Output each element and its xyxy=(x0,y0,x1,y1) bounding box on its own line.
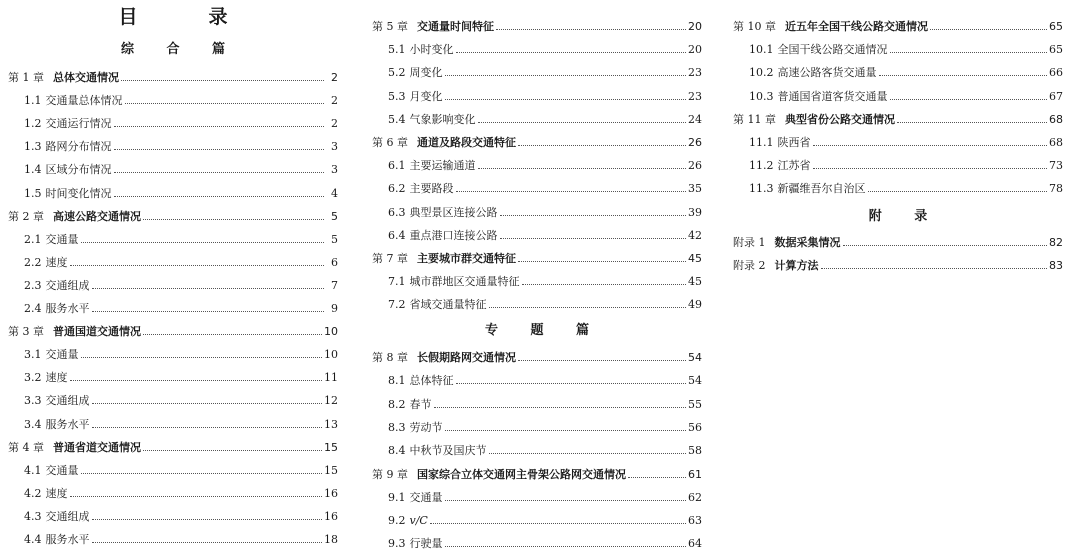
entry-number: 6.3 xyxy=(388,205,406,219)
entry-title: 区域分布情况 xyxy=(45,163,112,177)
entry-title: 交通量 xyxy=(409,490,443,504)
toc-section-entry[interactable] xyxy=(24,114,338,132)
toc-section-entry[interactable] xyxy=(388,511,702,529)
entry-number: 第 1 章 xyxy=(8,71,44,84)
entry-title: 总体交通情况 xyxy=(53,71,119,84)
entry-number: 1.5 xyxy=(24,186,42,200)
dot-leader xyxy=(445,534,687,547)
entry-page-number: 3 xyxy=(331,163,338,177)
dot-leader xyxy=(92,391,323,404)
entry-page-number: 65 xyxy=(1049,20,1063,33)
entry-number: 6.4 xyxy=(388,228,406,242)
dot-leader xyxy=(125,91,325,104)
entry-page-number: 26 xyxy=(688,136,702,149)
entry-number: 9.3 xyxy=(388,537,406,551)
dot-leader xyxy=(114,160,325,173)
dot-leader xyxy=(445,87,687,100)
entry-page-number: 23 xyxy=(688,89,702,103)
toc-section-entry[interactable] xyxy=(24,461,338,479)
dot-leader xyxy=(500,226,687,239)
entry-page-number: 82 xyxy=(1049,236,1063,249)
entry-number: 2.4 xyxy=(24,302,42,315)
entry-number: 5.4 xyxy=(388,112,406,126)
entry-title: 交通量 xyxy=(45,232,79,246)
entry-page-number: 18 xyxy=(324,533,338,546)
toc-section-entry[interactable] xyxy=(388,63,702,81)
entry-number: 6.2 xyxy=(388,182,406,196)
entry-title: 近五年全国干线公路交通情况 xyxy=(785,20,928,33)
entry-title: 路网分布情况 xyxy=(45,140,112,154)
entry-title: 速度 xyxy=(45,486,68,500)
toc-section-entry[interactable] xyxy=(24,507,338,525)
dot-leader xyxy=(92,299,325,312)
toc-section-entry[interactable] xyxy=(24,484,338,502)
entry-title: 省域交通量特征 xyxy=(409,298,487,312)
entry-page-number: 39 xyxy=(688,205,702,219)
entry-number: 11.1 xyxy=(749,136,774,149)
entry-page-number: 6 xyxy=(331,255,338,269)
toc-chapter-entry[interactable] xyxy=(8,322,338,340)
entry-title: 交通量时间特征 xyxy=(417,20,494,33)
entry-title: 月变化 xyxy=(409,89,443,103)
entry-number: 9.2 xyxy=(388,514,406,528)
dot-leader xyxy=(143,322,322,335)
toc-chapter-entry[interactable] xyxy=(8,68,338,86)
entry-number: 3.3 xyxy=(24,394,42,408)
entry-page-number: 65 xyxy=(1049,43,1063,57)
entry-title: v/C xyxy=(409,514,428,528)
entry-title: 时间变化情况 xyxy=(45,186,112,200)
entry-page-number: 11 xyxy=(324,371,338,385)
entry-page-number: 67 xyxy=(1049,89,1063,103)
dot-leader xyxy=(478,110,687,123)
toc-section-entry[interactable] xyxy=(388,441,702,459)
entry-title: 陕西省 xyxy=(777,136,811,149)
entry-number: 11.2 xyxy=(749,159,774,173)
entry-title: 长假期路网交通情况 xyxy=(417,351,516,364)
toc-section-entry[interactable] xyxy=(388,395,702,413)
entry-number: 6.1 xyxy=(388,159,406,173)
entry-page-number: 54 xyxy=(688,374,702,388)
toc-section-entry[interactable] xyxy=(24,415,338,433)
entry-title: 总体特征 xyxy=(409,374,454,388)
entry-title: 典型省份公路交通情况 xyxy=(785,112,895,126)
toc-chapter-entry[interactable] xyxy=(733,110,1063,128)
entry-number: 4.4 xyxy=(24,533,42,546)
dot-leader xyxy=(92,415,323,428)
entry-number: 11.3 xyxy=(749,182,774,196)
entry-title: 气象影响变化 xyxy=(409,112,476,126)
dot-leader xyxy=(70,253,325,266)
entry-number: 3.2 xyxy=(24,371,42,385)
toc-section-entry[interactable] xyxy=(749,156,1063,174)
toc-section-entry[interactable] xyxy=(388,295,702,313)
toc-title: 目 录 xyxy=(118,6,254,28)
dot-leader xyxy=(489,295,687,308)
entry-title: 交通量 xyxy=(45,463,79,477)
dot-leader xyxy=(496,17,686,30)
dot-leader xyxy=(81,461,323,474)
entry-number: 2.2 xyxy=(24,255,42,269)
entry-page-number: 10 xyxy=(324,325,338,339)
dot-leader xyxy=(879,63,1048,76)
entry-number: 8.1 xyxy=(388,374,406,388)
entry-number: 附录 2 xyxy=(733,259,766,273)
toc-section-entry[interactable] xyxy=(388,371,702,389)
dot-leader xyxy=(843,233,1048,246)
entry-page-number: 61 xyxy=(688,467,702,481)
entry-page-number: 2 xyxy=(331,117,338,131)
entry-page-number: 15 xyxy=(324,440,338,454)
entry-number: 第 3 章 xyxy=(8,325,44,339)
entry-title: 服务水平 xyxy=(45,417,90,431)
toc-section-entry[interactable] xyxy=(24,299,338,317)
entry-title: 中秋节及国庆节 xyxy=(409,444,487,458)
toc-chapter-entry[interactable] xyxy=(372,17,702,35)
entry-number: 第 10 章 xyxy=(733,20,776,33)
dot-leader xyxy=(114,114,325,127)
entry-page-number: 13 xyxy=(324,417,338,431)
section-heading-appendix: 附 录 xyxy=(868,209,942,224)
toc-section-entry[interactable] xyxy=(749,133,1063,151)
dot-leader xyxy=(434,395,687,408)
entry-page-number: 68 xyxy=(1049,136,1063,149)
dot-leader xyxy=(70,484,323,497)
toc-section-entry[interactable] xyxy=(24,391,338,409)
dot-leader xyxy=(813,133,1048,146)
entry-number: 1.4 xyxy=(24,163,42,177)
toc-section-entry[interactable] xyxy=(24,530,338,548)
entry-title: 城市群地区交通量特征 xyxy=(409,275,520,289)
dot-leader xyxy=(890,40,1048,53)
entry-number: 2.3 xyxy=(24,278,42,292)
entry-number: 8.2 xyxy=(388,397,406,411)
entry-page-number: 2 xyxy=(331,71,338,84)
dot-leader xyxy=(143,438,322,451)
entry-number: 3.4 xyxy=(24,417,42,431)
entry-number: 1.1 xyxy=(24,94,42,108)
toc-chapter-entry[interactable] xyxy=(733,256,1063,274)
entry-page-number: 10 xyxy=(324,348,338,362)
entry-page-number: 83 xyxy=(1049,259,1063,273)
entry-title: 周变化 xyxy=(409,66,443,80)
dot-leader xyxy=(92,276,325,289)
entry-title: 通道及路段交通特征 xyxy=(417,136,516,149)
entry-title: 速度 xyxy=(45,371,68,385)
dot-leader xyxy=(92,507,323,520)
dot-leader xyxy=(518,348,686,361)
entry-title: 交通量 xyxy=(45,348,79,362)
entry-number: 第 6 章 xyxy=(372,136,408,149)
entry-page-number: 3 xyxy=(331,140,338,154)
dot-leader xyxy=(121,68,324,81)
toc-section-entry[interactable] xyxy=(388,40,702,58)
dot-leader xyxy=(114,137,325,150)
entry-title: 服务水平 xyxy=(45,533,90,546)
entry-number: 第 11 章 xyxy=(733,112,776,126)
toc-chapter-entry[interactable] xyxy=(372,465,702,483)
dot-leader xyxy=(143,207,324,220)
dot-leader xyxy=(456,40,687,53)
entry-number: 5.1 xyxy=(388,43,406,57)
entry-page-number: 15 xyxy=(324,463,338,477)
section-heading-general: 综 合 篇 xyxy=(120,42,240,57)
dot-leader xyxy=(70,368,323,381)
dot-leader xyxy=(518,133,686,146)
entry-page-number: 73 xyxy=(1049,159,1063,173)
dot-leader xyxy=(456,179,687,192)
entry-number: 第 2 章 xyxy=(8,209,44,223)
dot-leader xyxy=(930,17,1047,30)
toc-section-entry[interactable] xyxy=(24,230,338,248)
entry-number: 10.2 xyxy=(749,66,774,80)
entry-page-number: 9 xyxy=(331,302,338,315)
dot-leader xyxy=(92,530,323,543)
entry-page-number: 35 xyxy=(688,182,702,196)
dot-leader xyxy=(456,371,687,384)
toc-section-entry[interactable] xyxy=(24,368,338,386)
dot-leader xyxy=(445,63,687,76)
toc-chapter-entry[interactable] xyxy=(8,438,338,456)
entry-page-number: 20 xyxy=(688,43,702,57)
toc-section-entry[interactable] xyxy=(388,203,702,221)
toc-chapter-entry[interactable] xyxy=(8,207,338,225)
entry-number: 7.1 xyxy=(388,275,406,289)
entry-page-number: 5 xyxy=(331,232,338,246)
entry-number: 10.1 xyxy=(749,43,774,57)
dot-leader xyxy=(445,418,687,431)
toc-section-entry[interactable] xyxy=(388,418,702,436)
entry-title: 重点港口连接公路 xyxy=(409,228,498,242)
entry-number: 第 5 章 xyxy=(372,20,408,33)
entry-number: 8.3 xyxy=(388,420,406,434)
entry-title: 普通省道交通情况 xyxy=(53,440,141,454)
dot-leader xyxy=(890,87,1048,100)
entry-number: 附录 1 xyxy=(733,236,766,249)
entry-number: 第 7 章 xyxy=(372,252,408,265)
entry-page-number: 2 xyxy=(331,94,338,108)
entry-title: 国家综合立体交通网主骨架公路网交通情况 xyxy=(417,467,626,481)
entry-title: 交通量总体情况 xyxy=(45,94,123,108)
entry-number: 第 4 章 xyxy=(8,440,44,454)
entry-number: 7.2 xyxy=(388,298,406,312)
toc-section-entry[interactable] xyxy=(24,91,338,109)
entry-page-number: 68 xyxy=(1049,112,1063,126)
dot-leader xyxy=(81,345,323,358)
entry-page-number: 24 xyxy=(688,112,702,126)
entry-page-number: 62 xyxy=(688,490,702,504)
entry-number: 1.3 xyxy=(24,140,42,154)
toc-section-entry[interactable] xyxy=(749,63,1063,81)
entry-page-number: 64 xyxy=(688,537,702,551)
section-heading-special: 专 题 篇 xyxy=(484,323,604,338)
entry-number: 5.3 xyxy=(388,89,406,103)
entry-number: 3.1 xyxy=(24,348,42,362)
dot-leader xyxy=(478,156,687,169)
entry-title: 主要运输通道 xyxy=(409,159,476,173)
dot-leader xyxy=(445,488,687,501)
toc-section-entry[interactable] xyxy=(388,156,702,174)
entry-page-number: 63 xyxy=(688,514,702,528)
entry-number: 1.2 xyxy=(24,117,42,131)
entry-page-number: 7 xyxy=(331,278,338,292)
entry-title: 主要城市群交通特征 xyxy=(417,252,516,265)
dot-leader xyxy=(868,179,1048,192)
entry-number: 8.4 xyxy=(388,444,406,458)
entry-page-number: 5 xyxy=(331,209,338,223)
entry-page-number: 49 xyxy=(688,298,702,312)
entry-title: 高速公路交通情况 xyxy=(53,209,141,223)
entry-number: 5.2 xyxy=(388,66,406,80)
toc-section-entry[interactable] xyxy=(388,87,702,105)
entry-title: 交通组成 xyxy=(45,509,90,523)
entry-page-number: 54 xyxy=(688,351,702,364)
entry-title: 小时变化 xyxy=(409,43,454,57)
dot-leader xyxy=(430,511,686,524)
entry-number: 9.1 xyxy=(388,490,406,504)
toc-section-entry[interactable] xyxy=(749,40,1063,58)
entry-page-number: 58 xyxy=(688,444,702,458)
toc-section-entry[interactable] xyxy=(24,184,338,202)
toc-section-entry[interactable] xyxy=(24,160,338,178)
entry-page-number: 16 xyxy=(324,509,338,523)
dot-leader xyxy=(813,156,1048,169)
entry-page-number: 42 xyxy=(688,228,702,242)
toc-section-entry[interactable] xyxy=(749,179,1063,197)
entry-page-number: 4 xyxy=(331,186,338,200)
entry-page-number: 78 xyxy=(1049,182,1063,196)
dot-leader xyxy=(500,203,687,216)
dot-leader xyxy=(518,249,686,262)
dot-leader xyxy=(114,184,325,197)
entry-title: 速度 xyxy=(45,255,68,269)
toc-section-entry[interactable] xyxy=(749,87,1063,105)
entry-number: 4.1 xyxy=(24,463,42,477)
entry-number: 4.3 xyxy=(24,509,42,523)
entry-title: 行驶量 xyxy=(409,537,443,551)
dot-leader xyxy=(821,256,1048,269)
entry-title: 计算方法 xyxy=(774,259,819,273)
entry-number: 第 9 章 xyxy=(372,467,408,481)
toc-section-entry[interactable] xyxy=(388,534,702,552)
entry-number: 4.2 xyxy=(24,486,42,500)
entry-title: 主要路段 xyxy=(409,182,454,196)
entry-page-number: 20 xyxy=(688,20,702,33)
toc-section-entry[interactable] xyxy=(388,272,702,290)
entry-title: 新疆维吾尔自治区 xyxy=(777,182,866,196)
entry-title: 服务水平 xyxy=(45,302,90,315)
entry-title: 江苏省 xyxy=(777,159,811,173)
toc-chapter-entry[interactable] xyxy=(372,133,702,151)
dot-leader xyxy=(897,110,1047,123)
entry-title: 交通组成 xyxy=(45,278,90,292)
dot-leader xyxy=(522,272,687,285)
toc-chapter-entry[interactable] xyxy=(372,348,702,366)
toc-section-entry[interactable] xyxy=(24,253,338,271)
entry-page-number: 45 xyxy=(688,275,702,289)
toc-section-entry[interactable] xyxy=(24,345,338,363)
dot-leader xyxy=(81,230,325,243)
entry-title: 交通组成 xyxy=(45,394,90,408)
dot-leader xyxy=(628,465,686,478)
entry-title: 高速公路客货交通量 xyxy=(777,66,877,80)
entry-title: 普通国道交通情况 xyxy=(53,325,141,339)
entry-title: 春节 xyxy=(409,397,432,411)
entry-title: 普通国省道客货交通量 xyxy=(777,89,888,103)
entry-number: 2.1 xyxy=(24,232,42,246)
entry-page-number: 26 xyxy=(688,159,702,173)
toc-section-entry[interactable] xyxy=(388,110,702,128)
entry-page-number: 12 xyxy=(324,394,338,408)
toc-section-entry[interactable] xyxy=(24,137,338,155)
entry-number: 10.3 xyxy=(749,89,774,103)
toc-chapter-entry[interactable] xyxy=(372,249,702,267)
toc-section-entry[interactable] xyxy=(388,488,702,506)
entry-page-number: 23 xyxy=(688,66,702,80)
entry-number: 第 8 章 xyxy=(372,351,408,364)
toc-chapter-entry[interactable] xyxy=(733,233,1063,251)
entry-page-number: 56 xyxy=(688,420,702,434)
entry-title: 全国干线公路交通情况 xyxy=(777,43,888,57)
toc-section-entry[interactable] xyxy=(24,276,338,294)
entry-page-number: 16 xyxy=(324,486,338,500)
entry-page-number: 55 xyxy=(688,397,702,411)
toc-section-entry[interactable] xyxy=(388,179,702,197)
entry-title: 数据采集情况 xyxy=(774,236,841,249)
entry-title: 典型景区连接公路 xyxy=(409,205,498,219)
entry-title: 劳动节 xyxy=(409,420,443,434)
toc-section-entry[interactable] xyxy=(388,226,702,244)
entry-page-number: 66 xyxy=(1049,66,1063,80)
toc-chapter-entry[interactable] xyxy=(733,17,1063,35)
entry-title: 交通运行情况 xyxy=(45,117,112,131)
entry-page-number: 45 xyxy=(688,252,702,265)
dot-leader xyxy=(489,441,687,454)
